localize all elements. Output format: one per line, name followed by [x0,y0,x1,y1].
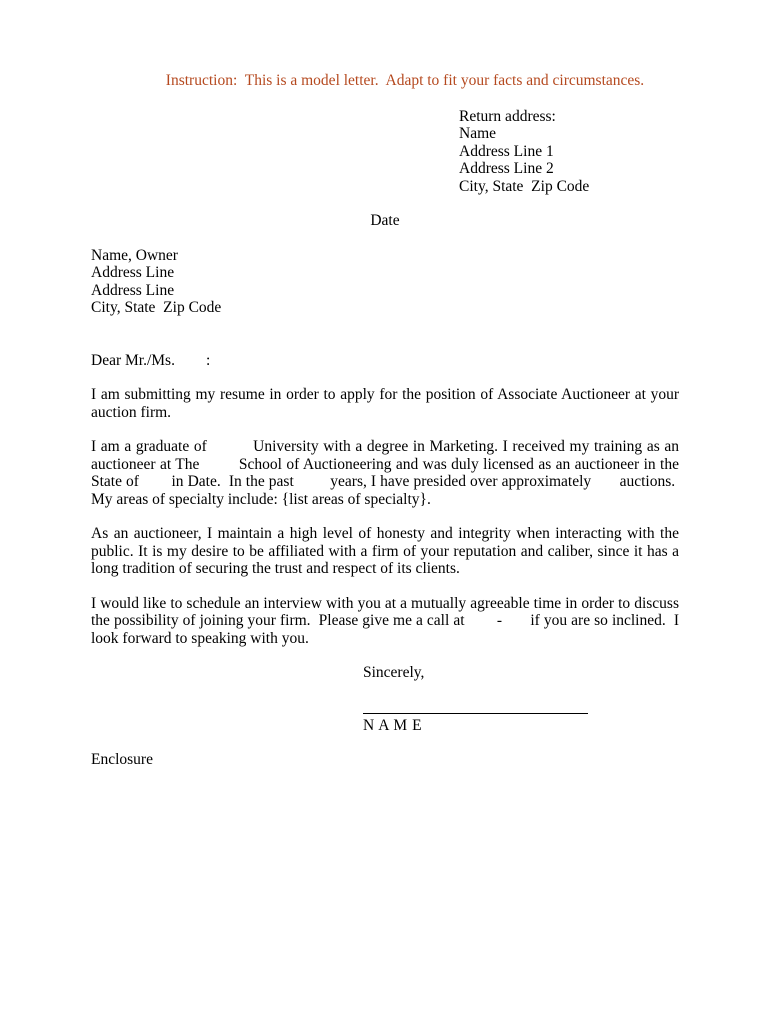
body-paragraph-1: I am submitting my resume in order to apply for the position of Associate Auctioneer at your auction firm. [91,386,679,421]
recipient-city-state-zip: City, State Zip Code [91,299,222,316]
return-address-city-state-zip: City, State Zip Code [459,177,590,195]
return-address-line-2: Address Line 2 [459,160,554,177]
date-line: Date [370,212,400,229]
signature-line [363,713,588,714]
body-paragraph-4: I would like to schedule an interview with you at a mutually agreeable time in order to discuss the possibility of joining your firm. Please give me a call at - if you are so inclined. I look forward to speaking with you. [91,594,679,647]
recipient-address-line-1: Address Line [91,264,175,281]
recipient-address-line-2: Address Line [91,281,175,299]
instruction-note: Instruction: This is a model letter. Adapt to fit your facts and circumstances. [165,72,645,89]
return-address-block [459,108,679,196]
signature-name: N A M E [363,716,423,734]
body-paragraph-3: As an auctioneer, I maintain a high level of honesty and integrity when interacting with the public. It is my desire to be affiliated with a firm of your reputation and caliber, since it has a long tradition of securing the trust and respect of its clients. [91,525,679,577]
closing-sincerely: Sincerely, [363,664,425,681]
body-paragraph-2: I am a graduate of University with a degree in Marketing. I received my training as an auctioneer at The School of Auctioneering and was duly licensed as an auctioneer in the State of in Date. In the past years, I have presided over approximately auctions. My areas of specialty include: {list areas of specialty}. [91,438,679,508]
return-address-name: Name [459,125,497,142]
recipient-name: Name, Owner [91,246,178,264]
salutation: Dear Mr./Ms. : [91,351,211,369]
return-address-line-1: Address Line 1 [459,142,554,160]
recipient-address-block [91,247,679,317]
return-address-label: Return address: [459,107,556,125]
enclosure-note: Enclosure [91,751,153,768]
